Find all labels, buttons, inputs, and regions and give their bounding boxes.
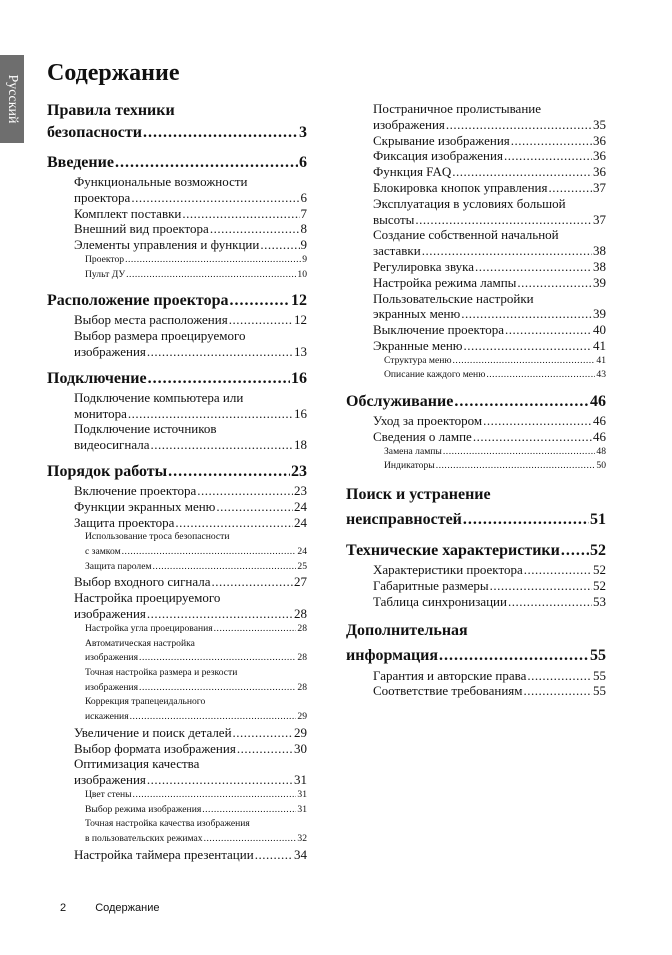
dot-leader (197, 483, 293, 499)
dot-leader (133, 788, 297, 803)
toc-entry-title: Гарантия и авторские права (373, 667, 527, 683)
toc-entry-title: безопасности (47, 124, 142, 141)
toc-page-number: 50 (596, 460, 606, 472)
dot-leader (475, 259, 592, 275)
toc-entry-title: Выбор режима изображения (85, 803, 202, 815)
toc-entry-title: в пользовательских режимах (85, 833, 203, 845)
toc-entry-title: Характеристики проектора (373, 562, 523, 578)
toc-subentry[interactable] (85, 803, 307, 818)
toc-page-number: 12 (294, 312, 307, 328)
toc-entry-title: Оптимизация качества (74, 756, 200, 772)
toc-entry-title: изображения (85, 681, 139, 693)
toc-page-number: 46 (590, 393, 606, 411)
toc-entry-title: Выбор формата изображения (74, 740, 236, 756)
toc-page-number: 39 (593, 274, 606, 290)
toc-page-number: 52 (590, 542, 606, 560)
dot-leader (229, 312, 293, 328)
dot-leader (422, 243, 592, 259)
dot-leader (453, 354, 596, 369)
dot-leader (126, 268, 296, 283)
toc-entry[interactable] (373, 562, 606, 578)
toc-entry[interactable] (74, 515, 307, 531)
dot-leader (508, 594, 592, 610)
dot-leader (436, 459, 596, 474)
toc-entry[interactable] (74, 237, 307, 253)
dot-leader (147, 772, 293, 788)
toc-entry-title: изображения (74, 606, 146, 622)
toc-page-number: 25 (297, 560, 307, 572)
toc-entry-title: экранных меню (373, 306, 461, 322)
toc-page-number: 12 (291, 292, 307, 310)
toc-subentry[interactable] (384, 445, 606, 460)
dot-leader (168, 461, 290, 483)
toc-entry[interactable] (74, 574, 307, 590)
toc-entry-title: Создание собственной начальной (373, 227, 559, 243)
toc-page-number: 36 (593, 148, 606, 164)
dot-leader (490, 578, 592, 594)
toc-page-number: 31 (297, 803, 307, 815)
toc-entry-title: Таблица синхронизации (373, 593, 507, 609)
dot-leader (260, 237, 299, 253)
toc-entry-title: Структура меню (384, 354, 452, 366)
toc-subentry[interactable] (85, 788, 307, 803)
toc-entry-title: Скрывание изображения (373, 132, 510, 148)
toc-section-entry[interactable] (47, 100, 307, 144)
dot-leader (148, 368, 290, 390)
toc-entry-title: изображения (85, 652, 139, 664)
toc-subentry[interactable] (85, 268, 307, 283)
toc-entry[interactable] (373, 164, 606, 180)
toc-entry-title: Выбор места расположения (74, 312, 228, 328)
toc-page-number: 39 (593, 306, 606, 322)
toc-entry-title: Габаритные размеры (373, 577, 489, 593)
toc-entry[interactable] (373, 322, 606, 338)
toc-section-entry[interactable] (47, 290, 307, 312)
toc-page-number: 24 (294, 514, 307, 530)
language-tab-label: Русский (5, 74, 20, 124)
page-title: Содержание (47, 60, 180, 86)
toc-entry-title: Автоматическая настройка (85, 637, 195, 649)
dot-leader (233, 725, 293, 741)
dot-leader (443, 445, 596, 460)
toc-section-entry[interactable] (346, 540, 606, 562)
toc-section-entry[interactable] (346, 618, 606, 668)
dot-leader (504, 148, 592, 164)
toc-entry-title: изображения (74, 343, 146, 359)
toc-entry[interactable] (373, 338, 606, 354)
toc-entry[interactable] (74, 499, 307, 515)
toc-page-number: 46 (593, 428, 606, 444)
toc-page-number: 55 (593, 683, 606, 699)
toc-page-number: 51 (590, 511, 606, 529)
toc-subentry[interactable] (85, 560, 307, 575)
toc-entry[interactable] (74, 725, 307, 741)
toc-entry-title: Элементы управления и функции (74, 237, 260, 253)
toc-section-entry[interactable] (346, 391, 606, 413)
toc-entry-title: Настройка угла проецирования (85, 622, 213, 634)
page-footer (60, 902, 159, 914)
toc-entry-title: Пользовательские настройки (373, 290, 534, 306)
toc-entry[interactable] (74, 221, 307, 237)
toc-entry-title: Блокировка кнопок управления (373, 179, 548, 195)
toc-entry[interactable] (373, 594, 606, 610)
dot-leader (125, 253, 301, 268)
dot-leader (210, 221, 300, 237)
toc-entry[interactable] (74, 206, 307, 222)
toc-entry[interactable] (373, 148, 606, 164)
toc-page-number: 16 (294, 405, 307, 421)
dot-leader (415, 212, 592, 228)
toc-entry[interactable] (373, 101, 606, 133)
toc-entry-title: Пульт ДУ (85, 268, 126, 280)
toc-entry-title: неисправностей (346, 511, 462, 529)
toc-page-number: 28 (297, 681, 307, 693)
toc-entry[interactable] (373, 668, 606, 684)
toc-page-number: 52 (593, 562, 606, 578)
toc-page-number: 18 (294, 437, 307, 453)
toc-page-number: 23 (294, 482, 307, 498)
toc-entry-title: Функциональные возможности (74, 174, 248, 189)
toc-page-number: 55 (593, 667, 606, 683)
toc-entry-title: Соответствие требованиям (373, 683, 523, 699)
dot-leader (517, 275, 592, 291)
dot-leader (143, 122, 298, 144)
toc-subentry[interactable] (384, 368, 606, 383)
toc-entry[interactable] (373, 275, 606, 291)
toc-entry[interactable] (373, 683, 606, 699)
dot-leader (461, 306, 592, 322)
dot-leader (446, 117, 592, 133)
toc-entry[interactable] (373, 291, 606, 323)
footer-page-number: 2 (60, 902, 67, 914)
toc-subentry[interactable] (384, 354, 606, 369)
toc-entry[interactable] (373, 133, 606, 149)
toc-entry-title: Уход за проектором (373, 413, 483, 429)
toc-subentry[interactable] (85, 622, 307, 637)
toc-entry-title: Фиксация изображения (373, 148, 503, 164)
toc-subentry[interactable] (85, 666, 307, 695)
toc-entry-title: Функция FAQ (373, 164, 452, 180)
toc-entry-title: Поиск и устранение (346, 486, 491, 504)
toc-entry-title: Коррекция трапецеидального (85, 696, 206, 708)
toc-entry-title: Замена лампы (384, 445, 442, 457)
toc-page-number: 37 (593, 211, 606, 227)
toc-page-number: 24 (294, 498, 307, 514)
toc-entry[interactable] (74, 756, 307, 788)
toc-page-number: 10 (297, 268, 307, 280)
toc-page-number: 9 (300, 237, 307, 253)
toc-page-number: 6 (300, 189, 307, 205)
toc-entry-title: Точная настройка качества изображения (85, 818, 250, 830)
toc-entry-title: Регулировка звука (373, 258, 475, 274)
toc-page-number: 35 (593, 116, 606, 132)
dot-leader (229, 290, 290, 312)
toc-entry-title: Технические характеристики (346, 542, 560, 560)
dot-leader (439, 643, 589, 668)
toc-page-number: 37 (593, 179, 606, 195)
dot-leader (524, 683, 593, 699)
toc-entry-title: Увеличение и поиск деталей (74, 724, 232, 740)
toc-page-number: 48 (596, 445, 606, 457)
toc-page-number: 23 (291, 462, 307, 480)
toc-entry-title: Индикаторы (384, 460, 435, 472)
toc-entry-title: заставки (373, 243, 421, 259)
toc-page-number: 38 (593, 243, 606, 259)
toc-entry-title: Правила техники (47, 102, 175, 119)
toc-entry[interactable] (373, 413, 606, 429)
dot-leader (463, 507, 589, 532)
toc-section-entry[interactable] (47, 368, 307, 390)
toc-section-entry[interactable] (47, 152, 307, 174)
toc-entry-title: Эксплуатация в условиях большой (373, 195, 566, 211)
toc-page-number: 28 (294, 606, 307, 622)
language-side-tab (0, 55, 24, 143)
toc-entry[interactable] (373, 259, 606, 275)
toc-section-entry[interactable] (47, 461, 307, 483)
toc-page-number: 24 (297, 546, 307, 558)
toc-entry-title: Защита проектора (74, 514, 175, 530)
toc-entry-title: изображения (74, 772, 146, 788)
toc-entry[interactable] (373, 429, 606, 445)
toc-entry-title: Комплект поставки (74, 205, 182, 221)
toc-subentry[interactable] (85, 637, 307, 666)
toc-entry-title: Выключение проектора (373, 322, 504, 338)
dot-leader (153, 560, 297, 575)
toc-entry-title: Выбор размера проецируемого (74, 328, 246, 344)
dot-leader (511, 133, 592, 149)
toc-subentry[interactable] (85, 530, 307, 559)
toc-entry-title: Порядок работы (47, 462, 168, 480)
dot-leader (115, 152, 298, 174)
dot-leader (139, 681, 296, 696)
toc-entry[interactable] (373, 578, 606, 594)
dot-leader (486, 368, 595, 383)
toc-entry-title: искажения (85, 711, 129, 723)
toc-entry[interactable] (74, 483, 307, 499)
toc-entry-title: Использование троса безопасности (85, 531, 230, 543)
toc-subentry[interactable] (384, 459, 606, 474)
toc-page-number: 30 (294, 740, 307, 756)
toc-page-number: 29 (297, 711, 307, 723)
dot-leader (527, 668, 592, 684)
dot-leader (524, 562, 592, 578)
toc-right-column (346, 101, 606, 699)
toc-entry-title: Цвет стены (85, 788, 132, 800)
toc-page-number: 28 (297, 652, 307, 664)
toc-subentry[interactable] (85, 817, 307, 846)
toc-entry-title: Экранные меню (373, 337, 463, 353)
dot-leader (452, 164, 592, 180)
toc-page-number: 41 (593, 337, 606, 353)
dot-leader (216, 499, 293, 515)
toc-page-number: 8 (300, 221, 307, 237)
dot-leader (147, 606, 293, 622)
toc-page-number: 36 (593, 132, 606, 148)
toc-entry-title: Дополнительная (346, 621, 468, 639)
dot-leader (212, 574, 293, 590)
toc-entry[interactable] (74, 741, 307, 757)
dot-leader (204, 832, 297, 847)
toc-section-entry[interactable] (346, 482, 606, 532)
dot-leader (175, 515, 293, 531)
toc-entry-title: видеосигнала (74, 437, 150, 453)
toc-page-number: 55 (590, 646, 606, 664)
toc-entry-title: информация (346, 646, 439, 664)
toc-entry-title: Выбор входного сигнала (74, 574, 211, 590)
toc-entry-title: Защита паролем (85, 560, 152, 572)
dot-leader (454, 391, 589, 413)
toc-entry-title: высоты (373, 211, 415, 227)
toc-entry[interactable] (373, 196, 606, 228)
toc-page-number: 16 (291, 369, 307, 387)
toc-entry[interactable] (74, 421, 307, 453)
toc-subentry[interactable] (85, 695, 307, 724)
toc-page-number: 29 (294, 724, 307, 740)
toc-entry-title: проектора (74, 189, 131, 205)
dot-leader (214, 622, 297, 637)
toc-entry-title: Точная настройка размера и резкости (85, 666, 238, 678)
toc-entry[interactable] (74, 590, 307, 622)
toc-entry-title: с замком (85, 546, 121, 558)
toc-page-number: 40 (593, 322, 606, 338)
toc-entry[interactable] (74, 847, 307, 863)
dot-leader (237, 741, 293, 757)
toc-entry-title: Постраничное пролистывание (373, 101, 542, 116)
toc-page-number: 31 (297, 788, 307, 800)
toc-entry-title: Подключение компьютера или (74, 389, 244, 405)
toc-entry-title: Введение (47, 154, 114, 171)
dot-leader (122, 545, 297, 560)
dot-leader (505, 322, 592, 338)
toc-page-number: 6 (299, 154, 307, 171)
toc-entry-title: Обслуживание (346, 393, 454, 411)
toc-entry[interactable] (74, 390, 307, 422)
dot-leader (548, 180, 592, 196)
toc-entry[interactable] (74, 174, 307, 206)
toc-left-column (47, 100, 307, 863)
dot-leader (150, 437, 293, 453)
toc-page-number: 31 (294, 772, 307, 788)
dot-leader (147, 344, 293, 360)
dot-leader (483, 413, 592, 429)
toc-entry-title: изображения (373, 116, 445, 132)
toc-entry-title: Подключение (47, 369, 147, 387)
toc-entry-title: Сведения о лампе (373, 428, 472, 444)
toc-page-number: 41 (596, 354, 606, 366)
toc-entry-title: Функции экранных меню (74, 498, 216, 514)
dot-leader (561, 540, 589, 562)
toc-page-number: 34 (294, 846, 307, 862)
toc-entry-title: Настройка режима лампы (373, 274, 517, 290)
toc-entry-title: Подключение источников (74, 421, 217, 437)
toc-page-number: 36 (593, 164, 606, 180)
toc-subentry[interactable] (85, 253, 307, 268)
toc-page-number: 13 (294, 343, 307, 359)
toc-entry[interactable] (74, 312, 307, 328)
toc-entry-title: монитора (74, 405, 127, 421)
toc-entry[interactable] (74, 328, 307, 360)
dot-leader (202, 803, 296, 818)
toc-page-number: 27 (294, 574, 307, 590)
toc-entry-title: Расположение проектора (47, 292, 229, 310)
toc-entry-title: Настройка проецируемого (74, 590, 221, 606)
footer-label: Содержание (95, 902, 160, 914)
toc-page-number: 38 (593, 258, 606, 274)
dot-leader (464, 338, 592, 354)
toc-page-number: 28 (297, 622, 307, 634)
toc-page-number: 46 (593, 413, 606, 429)
toc-entry-title: Включение проектора (74, 482, 197, 498)
toc-page-number: 3 (299, 124, 307, 141)
toc-entry[interactable] (373, 227, 606, 259)
dot-leader (128, 406, 293, 422)
dot-leader (182, 206, 299, 222)
toc-page-number: 7 (300, 205, 307, 221)
toc-page-number: 43 (596, 369, 606, 381)
dot-leader (130, 710, 297, 725)
toc-page-number: 53 (593, 593, 606, 609)
toc-entry-title: Проектор (85, 253, 125, 265)
toc-entry-title: Настройка таймера презентации (74, 846, 254, 862)
toc-entry-title: Внешний вид проектора (74, 221, 209, 237)
dot-leader (131, 190, 299, 206)
dot-leader (473, 429, 592, 445)
dot-leader (255, 847, 293, 863)
toc-entry-title: Описание каждого меню (384, 369, 486, 381)
dot-leader (139, 651, 296, 666)
toc-page-number: 32 (297, 833, 307, 845)
toc-page-number: 52 (593, 577, 606, 593)
toc-entry[interactable] (373, 180, 606, 196)
toc-page-number: 9 (302, 253, 307, 265)
